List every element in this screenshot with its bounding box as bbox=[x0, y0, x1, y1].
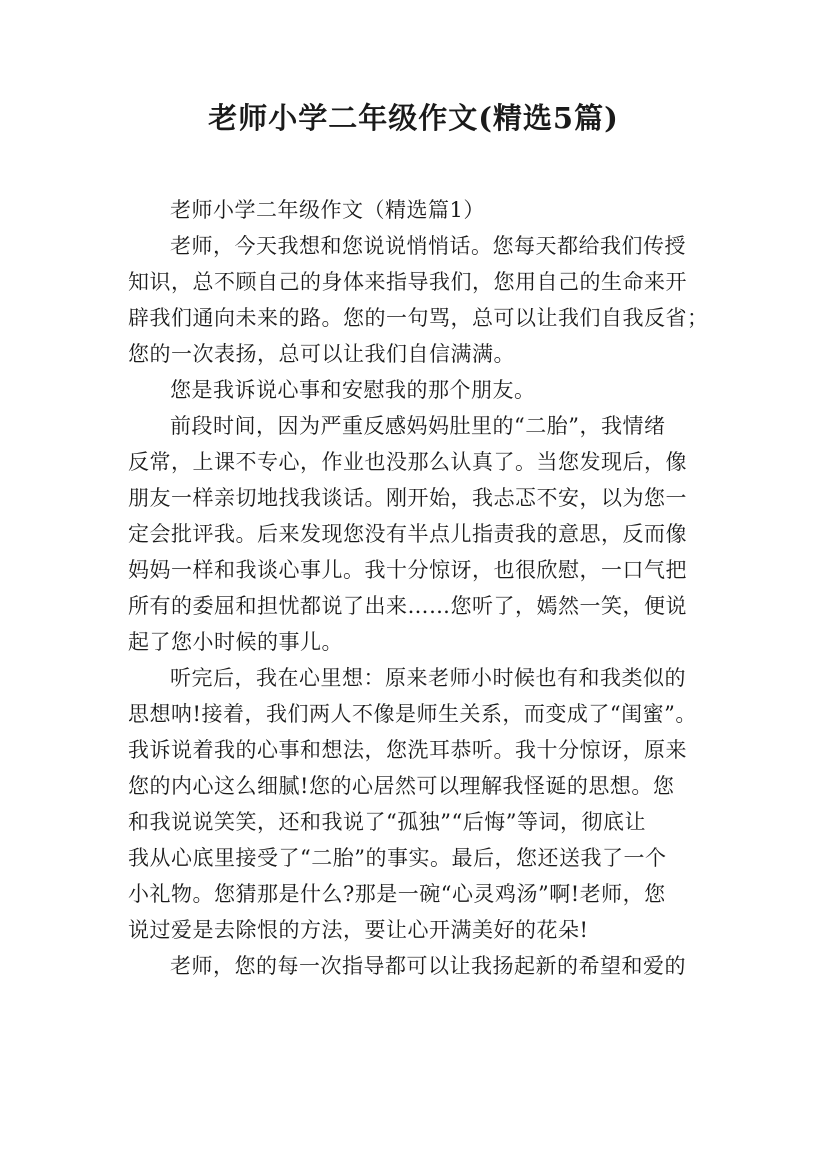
text-line: 小礼物。您猜那是什么?那是一碗“心灵鸡汤”啊!老师，您 bbox=[128, 882, 666, 906]
text-line: 思想呐!接着，我们两人不像是师生关系，而变成了“闺蜜”。 bbox=[128, 702, 697, 726]
text-line: 听完后，我在心里想：原来老师小时候也有和我类似的 bbox=[170, 666, 686, 690]
text-line: 老师，您的每一次指导都可以让我扬起新的希望和爱的 bbox=[170, 954, 686, 978]
text-line: 说过爱是去除恨的方法，要让心开满美好的花朵! bbox=[128, 918, 589, 942]
document-title: 老师小学二年级作文(精选5篇) bbox=[208, 101, 619, 135]
text-line: 前段时间，因为严重反感妈妈肚里的“二胎”，我情绪 bbox=[170, 414, 666, 438]
text-line: 我从心底里接受了“二胎”的事实。最后，您还送我了一个 bbox=[128, 846, 667, 870]
text-line: 反常，上课不专心，作业也没那么认真了。当您发现后，像 bbox=[128, 450, 687, 474]
text-line: 所有的委屈和担忧都说了出来……您听了，嫣然一笑，便说 bbox=[128, 594, 687, 618]
document-body bbox=[128, 192, 728, 984]
text-line: 您的内心这么细腻!您的心居然可以理解我怪诞的思想。您 bbox=[128, 774, 675, 798]
text-line: 我诉说着我的心事和想法，您洗耳恭听。我十分惊讶，原来 bbox=[128, 738, 687, 762]
text-line: 辟我们通向未来的路。您的一句骂，总可以让我们自我反省； bbox=[128, 306, 709, 330]
text-line: 您是我诉说心事和安慰我的那个朋友。 bbox=[170, 378, 536, 402]
text-line: 老师，今天我想和您说说悄悄话。您每天都给我们传授 bbox=[170, 234, 686, 258]
text-line: 老师小学二年级作文（精选篇1） bbox=[170, 198, 485, 222]
text-line: 起了您小时候的事儿。 bbox=[128, 630, 343, 654]
text-line: 您的一次表扬，总可以让我们自信满满。 bbox=[128, 342, 515, 366]
text-line: 定会批评我。后来发现您没有半点儿指责我的意思，反而像 bbox=[128, 522, 687, 546]
text-line: 妈妈一样和我谈心事儿。我十分惊讶，也很欣慰，一口气把 bbox=[128, 558, 687, 582]
text-line: 知识，总不顾自己的身体来指导我们，您用自己的生命来开 bbox=[128, 270, 687, 294]
text-line: 和我说说笑笑，还和我说了“孤独”“后悔”等词，彻底让 bbox=[128, 810, 646, 834]
text-line: 朋友一样亲切地找我谈话。刚开始，我忐忑不安，以为您一 bbox=[128, 486, 687, 510]
